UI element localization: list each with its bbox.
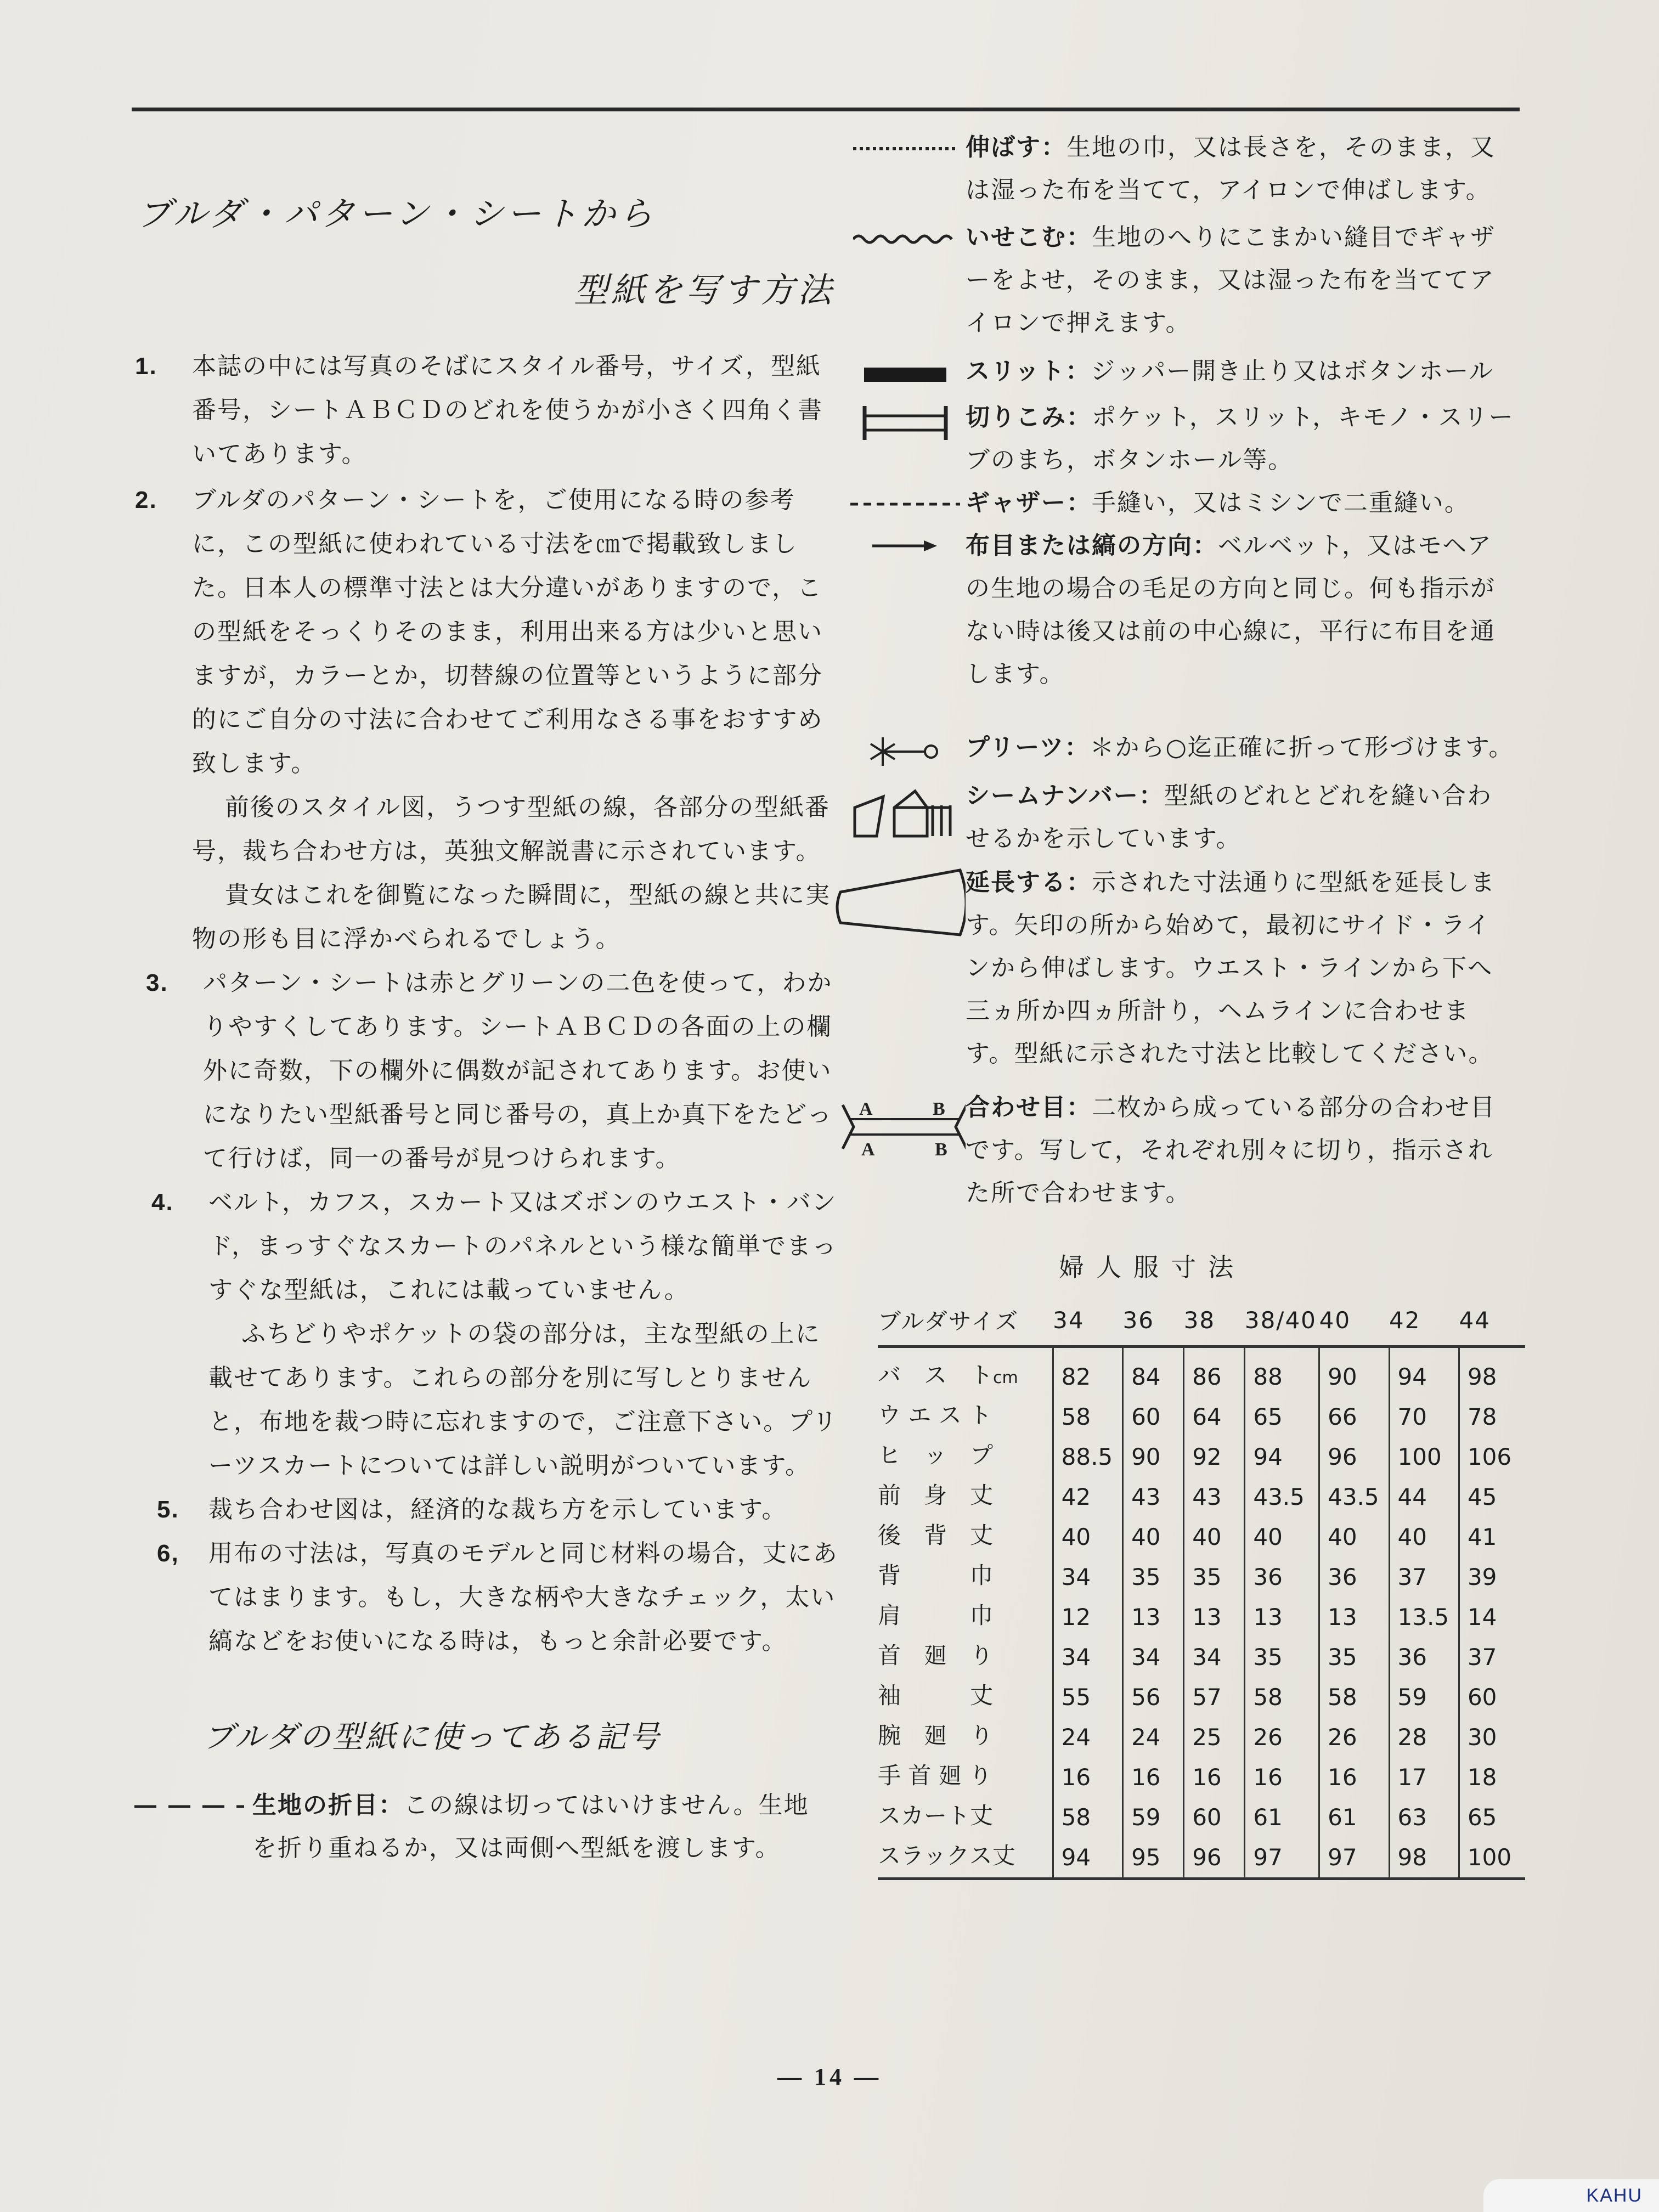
slit-bar-icon — [845, 350, 966, 386]
measure-value: 40 — [1245, 1517, 1319, 1557]
measure-label-cell — [878, 1637, 1053, 1677]
measure-value: 40 — [1053, 1517, 1122, 1557]
measure-label-cell — [878, 1557, 1053, 1597]
measure-value: 78 — [1459, 1397, 1525, 1437]
table-row — [878, 1677, 1525, 1717]
item-number: 4. — [151, 1189, 174, 1216]
measure-value: 43.5 — [1319, 1477, 1389, 1517]
measure-value: 106 — [1459, 1437, 1525, 1477]
measure-label-cell — [878, 1717, 1053, 1757]
ab-joint-icon — [845, 1086, 966, 1160]
list-item — [132, 1181, 839, 1312]
measure-value: 98 — [1389, 1837, 1459, 1879]
measure-label: 背 巾 — [878, 1562, 994, 1589]
measure-label-cell — [878, 1437, 1053, 1477]
measure-value: 13 — [1123, 1597, 1184, 1637]
measure-value: 24 — [1053, 1717, 1122, 1757]
symbol-row-extend — [845, 861, 1525, 1075]
measure-label: バ ス ト — [878, 1362, 994, 1389]
symbol-term: スリット： — [966, 357, 1091, 385]
measure-value: 39 — [1459, 1557, 1525, 1597]
symbol-row-fold — [126, 1784, 839, 1870]
symbol-desc: 型紙のどれとどれを縫い合わせるかを示しています。 — [966, 782, 1492, 853]
table-row — [878, 1437, 1525, 1477]
symbol-term: 合わせ目： — [966, 1093, 1092, 1121]
measure-label: ヒ ッ プ — [878, 1442, 994, 1469]
measure-value: 35 — [1319, 1637, 1389, 1677]
table-row — [878, 1757, 1525, 1797]
measure-value: 84 — [1123, 1347, 1184, 1397]
size-col: 38 — [1183, 1306, 1216, 1334]
measure-value: 12 — [1053, 1597, 1122, 1637]
measure-value: 41 — [1459, 1517, 1525, 1557]
measure-value: 86 — [1184, 1347, 1245, 1397]
measure-label-cell — [878, 1597, 1053, 1637]
measure-value: 64 — [1184, 1397, 1245, 1437]
size-col: 42 — [1389, 1306, 1421, 1334]
measure-label-cell — [878, 1517, 1053, 1557]
symbol-term: 延長する： — [966, 868, 1092, 896]
symbol-desc: ベルベット，又はモヘアの生地の場合の毛足の方向と同じ。何も指示がない時は後又は前の中心線に，平行に布目を通します。 — [966, 532, 1496, 688]
measure-value: 36 — [1389, 1637, 1459, 1677]
item-number: 6, — [157, 1540, 179, 1567]
measure-value: 95 — [1123, 1837, 1184, 1879]
page-number: — 14 — — [777, 2063, 882, 2090]
symbol-term: 布目または縞の方向： — [966, 532, 1218, 560]
size-header-row — [878, 1300, 1525, 1347]
measure-value: 40 — [1184, 1517, 1245, 1557]
item-number: 1. — [135, 353, 157, 380]
symbol-desc: 生地のへりにこまかい縫目でギャザーをよせ，そのまま，又は湿った布を当ててアイロンで押えます。 — [966, 223, 1496, 337]
seam-number-icon — [845, 775, 966, 840]
symbol-term: 切りこみ： — [966, 403, 1092, 431]
measure-value: 16 — [1245, 1757, 1319, 1797]
measure-value: 16 — [1123, 1757, 1184, 1797]
dotted-line-icon — [845, 126, 966, 151]
size-col: 36 — [1122, 1306, 1155, 1334]
measure-value: 45 — [1459, 1477, 1525, 1517]
table-row — [878, 1797, 1525, 1837]
dashed-line-icon — [845, 482, 966, 507]
measure-value: 37 — [1459, 1637, 1525, 1677]
measure-value: 70 — [1389, 1397, 1459, 1437]
measure-value: 90 — [1319, 1347, 1389, 1397]
joint-label-b-bottom: B — [935, 1139, 947, 1160]
symbol-term: いせこむ： — [966, 223, 1092, 251]
measure-value: 88 — [1245, 1347, 1319, 1397]
size-table-title: 婦人服寸法 — [1059, 1252, 1245, 1282]
pleat-star-circle-icon — [845, 726, 966, 768]
symbol-row-grain — [845, 524, 1525, 696]
notch-bracket-icon — [845, 396, 966, 442]
measure-label: 腕 廻 り — [878, 1722, 994, 1749]
grain-arrow-icon — [845, 524, 966, 554]
measure-value: 98 — [1459, 1347, 1525, 1397]
size-col: 44 — [1459, 1306, 1491, 1334]
measure-label: スラックス丈 — [878, 1842, 1015, 1869]
symbol-term: 伸ばす： — [966, 133, 1066, 161]
measure-value: 24 — [1123, 1717, 1184, 1757]
table-row — [878, 1397, 1525, 1437]
measure-value: 26 — [1319, 1717, 1389, 1757]
measure-value: 44 — [1389, 1477, 1459, 1517]
list-item — [132, 1488, 839, 1532]
measure-value: 36 — [1245, 1557, 1319, 1597]
measure-value: 35 — [1123, 1557, 1184, 1597]
measure-value: 56 — [1123, 1677, 1184, 1717]
measure-value: 59 — [1123, 1797, 1184, 1837]
article-title-line2: 型紙を写す方法 — [573, 270, 835, 310]
symbol-desc: 生地の巾，又は長さを，そのまま，又は湿った布を当てて，アイロンで伸ばします。 — [966, 133, 1496, 204]
measure-value: 58 — [1319, 1677, 1389, 1717]
article-title-line1: ブルダ・パターン・シートから — [137, 194, 656, 234]
item-text: ベルト，カフス，スカート又はズボンのウエスト・バンド，まっすぐなスカートのパネルという様な簡単でまっすぐな型紙は，これには載っていません。 — [208, 1188, 838, 1304]
measure-value: 94 — [1053, 1837, 1122, 1879]
measure-label-cell — [878, 1397, 1053, 1437]
symbol-desc: ポケット，スリット，キモノ・スリーブのまち，ボタンホール等。 — [966, 403, 1514, 474]
table-row — [878, 1557, 1525, 1597]
measure-value: 35 — [1184, 1557, 1245, 1597]
symbol-row-stretch — [845, 126, 1525, 212]
measure-value: 13.5 — [1389, 1597, 1459, 1637]
measure-value: 58 — [1245, 1677, 1319, 1717]
measure-value: 18 — [1459, 1757, 1525, 1797]
measure-value: 16 — [1184, 1757, 1245, 1797]
measure-value: 66 — [1319, 1397, 1389, 1437]
symbol-desc: 手縫い，又はミシンで二重縫い。 — [1092, 489, 1470, 517]
measure-value: 40 — [1123, 1517, 1184, 1557]
measure-value: 55 — [1053, 1677, 1122, 1717]
measure-label-cell — [878, 1677, 1053, 1717]
measure-value: 28 — [1389, 1717, 1459, 1757]
measure-label: 肩 巾 — [878, 1602, 994, 1629]
size-label: ブルダサイズ — [878, 1308, 1019, 1335]
size-col: 38/40 — [1244, 1306, 1317, 1334]
measure-value: 43.5 — [1245, 1477, 1319, 1517]
measure-value: 17 — [1389, 1757, 1459, 1797]
measure-label: 首 廻 り — [878, 1642, 994, 1669]
measure-label: 前 身 丈 — [878, 1482, 994, 1509]
measure-value: 94 — [1389, 1347, 1459, 1397]
measure-value: 40 — [1319, 1517, 1389, 1557]
left-column — [132, 165, 839, 1870]
measure-value: 82 — [1053, 1347, 1122, 1397]
measure-label: ウ エ ス ト — [878, 1402, 992, 1429]
measure-label-cell — [878, 1347, 1053, 1397]
extend-pattern-icon — [845, 861, 966, 941]
top-rule — [132, 108, 1520, 111]
measure-value: 60 — [1459, 1677, 1525, 1717]
measure-value: 97 — [1245, 1837, 1319, 1879]
item-number: 5. — [157, 1496, 179, 1523]
symbol-row-gather — [845, 482, 1525, 524]
measure-value: 13 — [1319, 1597, 1389, 1637]
corner-text: KAHU — [1586, 2185, 1643, 2206]
symbol-desc: この線は切ってはいけません。生地を折り重ねるか，又は両側へ型紙を渡します。 — [252, 1791, 809, 1862]
measure-value: 42 — [1053, 1477, 1122, 1517]
item-number: 2. — [135, 487, 157, 514]
symbol-desc: 示された寸法通りに型紙を延長します。矢印の所から始めて，最初にサイド・ラインから伸ばします。ウエスト・ラインから下へ三ヵ所か四ヵ所計り，ヘムラインに合わせます。型紙に示された寸法と比較してください。 — [966, 868, 1496, 1068]
joint-label-a-bottom: A — [861, 1139, 875, 1160]
table-row — [878, 1517, 1525, 1557]
measure-value: 25 — [1184, 1717, 1245, 1757]
measure-value: 61 — [1319, 1797, 1389, 1837]
symbol-row-slit — [845, 350, 1525, 393]
list-item — [132, 961, 839, 1181]
measure-value: 16 — [1319, 1757, 1389, 1797]
symbol-row-notch — [845, 396, 1525, 482]
table-row — [878, 1477, 1525, 1517]
measure-value: 59 — [1389, 1677, 1459, 1717]
symbol-term: 生地の折目： — [252, 1791, 404, 1819]
measure-value: 30 — [1459, 1717, 1525, 1757]
size-table-body — [878, 1347, 1525, 1879]
next-page-edge — [1483, 2179, 1659, 2212]
measure-value: 57 — [1184, 1677, 1245, 1717]
measure-label-cell — [878, 1797, 1053, 1837]
measure-value: 94 — [1245, 1437, 1319, 1477]
measure-value: 61 — [1245, 1797, 1319, 1837]
measure-value: 14 — [1459, 1597, 1525, 1637]
size-col: 40 — [1319, 1306, 1351, 1334]
symbol-desc: 二枚から成っている部分の合わせ目です。写して，それぞれ別々に切り，指示された所で合わせます。 — [966, 1093, 1496, 1207]
measure-value: 58 — [1053, 1797, 1122, 1837]
measure-value: 96 — [1319, 1437, 1389, 1477]
item-text: 裁ち合わせ図は，経済的な裁ち方を示しています。 — [208, 1496, 787, 1523]
item-number: 3. — [146, 969, 168, 996]
measure-value: 40 — [1389, 1517, 1459, 1557]
paragraph: ふちどりやポケットの袋の部分は，主な型紙の上に載せてあります。これらの部分を別に写しとりませんと，布地を裁つ時に忘れますので，ご注意下さい。プリーツスカートについては詳しい説明がついています。 — [208, 1320, 838, 1480]
measure-value: 13 — [1245, 1597, 1319, 1637]
measure-value: 100 — [1389, 1437, 1459, 1477]
measure-unit: cm — [993, 1368, 1018, 1387]
measure-value: 34 — [1053, 1637, 1122, 1677]
symbol-row-joint — [845, 1086, 1525, 1215]
measure-value: 34 — [1123, 1637, 1184, 1677]
measure-value: 96 — [1184, 1837, 1245, 1879]
symbol-desc: ＊から○迄正確に折って形づけます。 — [1090, 733, 1514, 761]
fold-line-icon — [126, 1784, 252, 1809]
table-row — [878, 1597, 1525, 1637]
table-row — [878, 1637, 1525, 1677]
measure-value: 88.5 — [1053, 1437, 1122, 1477]
measure-value: 100 — [1459, 1837, 1525, 1879]
symbol-desc: ジッパー開き止り又はボタンホール — [1091, 357, 1494, 385]
size-table — [878, 1300, 1525, 1880]
measure-value: 37 — [1389, 1557, 1459, 1597]
measure-value: 34 — [1053, 1557, 1122, 1597]
measure-value: 36 — [1319, 1557, 1389, 1597]
symbol-term: シームナンバー： — [966, 782, 1164, 810]
symbol-term: プリーツ： — [966, 733, 1090, 761]
table-row — [878, 1347, 1525, 1397]
measure-label: 後 背 丈 — [878, 1522, 994, 1549]
measure-label-cell — [878, 1477, 1053, 1517]
paragraph: 前後のスタイル図，うつす型紙の線，各部分の型紙番号，裁ち合わせ方は，英独文解説書に示されています。 — [192, 793, 831, 865]
symbols-section-title: ブルダの型紙に使ってある記号 — [203, 1719, 662, 1755]
size-col: 34 — [1053, 1306, 1085, 1334]
table-row — [878, 1837, 1525, 1879]
item-text: パターン・シートは赤とグリーンの二色を使って，わかりやすくしてあります。シートＡＢＣＤの各面の上の欄外に奇数，下の欄外に偶数が記されてあります。お使いになりたい型紙番号と同じ番号の，真上か真下をたどって行けば，同一の番号が見つけられます。 — [203, 969, 833, 1172]
measure-value: 60 — [1184, 1797, 1245, 1837]
measure-label: 手 首 廻 り — [878, 1762, 992, 1789]
measure-value: 65 — [1459, 1797, 1525, 1837]
measure-value: 26 — [1245, 1717, 1319, 1757]
list-item — [132, 478, 839, 786]
joint-label-b-top: B — [933, 1099, 945, 1119]
paragraph: 貴女はこれを御覧になった瞬間に，型紙の線と共に実物の形も目に浮かべられるでしょう。 — [192, 881, 831, 953]
measure-value: 63 — [1389, 1797, 1459, 1837]
list-item — [132, 345, 839, 476]
table-row — [878, 1717, 1525, 1757]
item-text: 本誌の中には写真のそばにスタイル番号，サイズ，型紙番号，シートＡＢＣＤのどれを使うかが小さく四角く書いてあります。 — [192, 352, 823, 468]
symbol-term: ギャザー： — [966, 489, 1092, 517]
measure-value: 16 — [1053, 1757, 1122, 1797]
measure-value: 43 — [1123, 1477, 1184, 1517]
measure-label: スカート丈 — [878, 1802, 994, 1829]
list-item — [132, 1532, 839, 1663]
measure-label: 袖 丈 — [878, 1682, 994, 1709]
item-text: 用布の寸法は，写真のモデルと同じ材料の場合，丈にあてはまります。もし，大きな柄や大きなチェック，太い縞などをお使いになる時は，もっと余計必要です。 — [208, 1539, 838, 1655]
measure-value: 92 — [1184, 1437, 1245, 1477]
measure-value: 65 — [1245, 1397, 1319, 1437]
measure-label-cell — [878, 1837, 1053, 1879]
measure-value: 34 — [1184, 1637, 1245, 1677]
measure-value: 97 — [1319, 1837, 1389, 1879]
measure-value: 60 — [1123, 1397, 1184, 1437]
right-column — [845, 126, 1525, 1880]
measure-value: 13 — [1184, 1597, 1245, 1637]
measure-value: 90 — [1123, 1437, 1184, 1477]
wavy-line-icon — [845, 216, 966, 246]
symbol-row-seam — [845, 775, 1525, 860]
measure-value: 43 — [1184, 1477, 1245, 1517]
symbol-row-pleat — [845, 726, 1525, 769]
joint-label-a-top: A — [859, 1099, 873, 1119]
measure-value: 58 — [1053, 1397, 1122, 1437]
measure-label-cell — [878, 1757, 1053, 1797]
symbol-row-ease — [845, 216, 1525, 345]
measure-value: 35 — [1245, 1637, 1319, 1677]
item-text: ブルダのパターン・シートを，ご使用になる時の参考に，この型紙に使われている寸法を㎝で掲載致しました。日本人の標準寸法とは大分違いがありますので，この型紙をそっくりそのまま，利用出来る方は少いと思いますが，カラーとか，切替線の位置等というように部分的にご自分の寸法に合わせてご利用なさる事をおすすめ致します。 — [192, 486, 823, 777]
